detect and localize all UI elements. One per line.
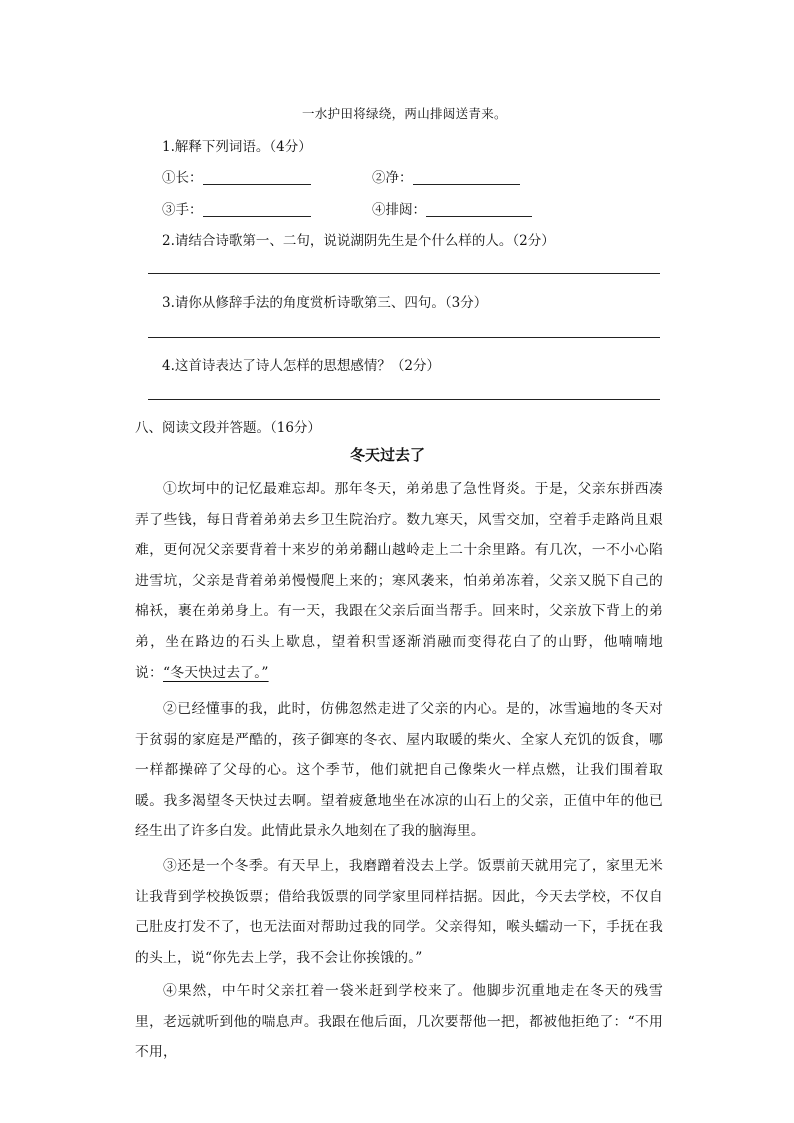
question-1: 1.解释下列词语。（4分） xyxy=(162,139,312,155)
section-8-heading: 八、阅读文段并答题。（16分） xyxy=(135,420,321,436)
paragraph-1 xyxy=(135,474,663,688)
q1-item-4-label: ④排闼： xyxy=(372,202,426,218)
q1-blank-3[interactable] xyxy=(203,216,311,217)
poem-line: 一水护田将绿绕，两山排闼送青来。 xyxy=(302,106,507,121)
q1-item-2-label: ②净： xyxy=(372,170,413,186)
paragraph-1-quote: “冬天快过去了。” xyxy=(163,664,269,681)
q1-item-3 xyxy=(162,198,311,218)
q1-item-1 xyxy=(162,166,311,186)
q1-item-1-label: ①长： xyxy=(162,170,203,186)
paragraph-3: ③还是一个冬季。有天早上，我磨蹭着没去上学。饭票前天就用完了，家里无米让我背到学校换饭票；借给我饭票的同学家里同样拮据。因此，今天去学校，不仅自己肚皮打发不了，也无法面对帮助过我的同学。父亲得知，喉头蠕动一下，手抚在我的头上，说“你先去上学，我不会让你挨饿的。” xyxy=(135,858,663,966)
q4-answer-line[interactable] xyxy=(148,399,660,400)
paragraph-2: ②已经懂事的我，此时，仿佛忽然走进了父亲的内心。是的，冰雪遍地的冬天对于贫弱的家庭是严酷的，孩子御寒的冬衣、屋内取暖的柴火、全家人充饥的饭食，哪一样都操碎了父母的心。这个季节，他们就把自己像柴火一样点燃，让我们围着取暖。我多渴望冬天快过去啊。望着疲惫地坐在冰凉的山石上的父亲，正值中年的他已经生出了许多白发。此情此景永久地刻在了我的脑海里。 xyxy=(135,701,663,840)
q2-answer-line[interactable] xyxy=(148,273,660,274)
q3-answer-line[interactable] xyxy=(148,337,660,338)
q1-item-2 xyxy=(372,166,520,186)
article-title: 冬天过去了 xyxy=(350,446,426,464)
q1-blank-4[interactable] xyxy=(426,216,532,217)
q1-item-3-label: ③手： xyxy=(162,202,203,218)
question-4: 4.这首诗表达了诗人怎样的思想感情？（2分） xyxy=(162,358,440,374)
q1-item-4 xyxy=(372,198,532,218)
q1-blank-1[interactable] xyxy=(203,184,311,185)
question-3: 3.请你从修辞手法的角度赏析诗歌第三、四句。（3分） xyxy=(162,295,488,311)
paragraph-1-text: ①坎坷中的记忆最难忘却。那年冬天，弟弟患了急性肾炎。于是，父亲东拼西凑弄了些钱，每日背着弟弟去乡卫生院治疗。数九寒天，风雪交加，空着手走路尚且艰难，更何况父亲要背着十来岁的弟弟翻山越岭走上二十余里路。有几次，一不小心陷进雪坑，父亲是背着弟弟慢慢爬上来的；寒风袭来，怕弟弟冻着，父亲又脱下自己的棉袄，裹在弟弟身上。有一天，我跟在父亲后面当帮手。回来时，父亲放下背上的弟弟，坐在路边的石头上歇息，望着积雪逐渐消融而变得花白了的山野，他喃喃地说： xyxy=(135,481,663,681)
paragraph-4: ④果然，中午时父亲扛着一袋米赶到学校来了。他脚步沉重地走在冬天的残雪里，老远就听到他的喘息声。我跟在他后面，几次要帮他一把，都被他拒绝了：“不用不用， xyxy=(135,983,663,1061)
q1-blank-2[interactable] xyxy=(413,184,520,185)
question-2: 2.请结合诗歌第一、二句，说说湖阴先生是个什么样的人。（2分） xyxy=(162,233,555,249)
